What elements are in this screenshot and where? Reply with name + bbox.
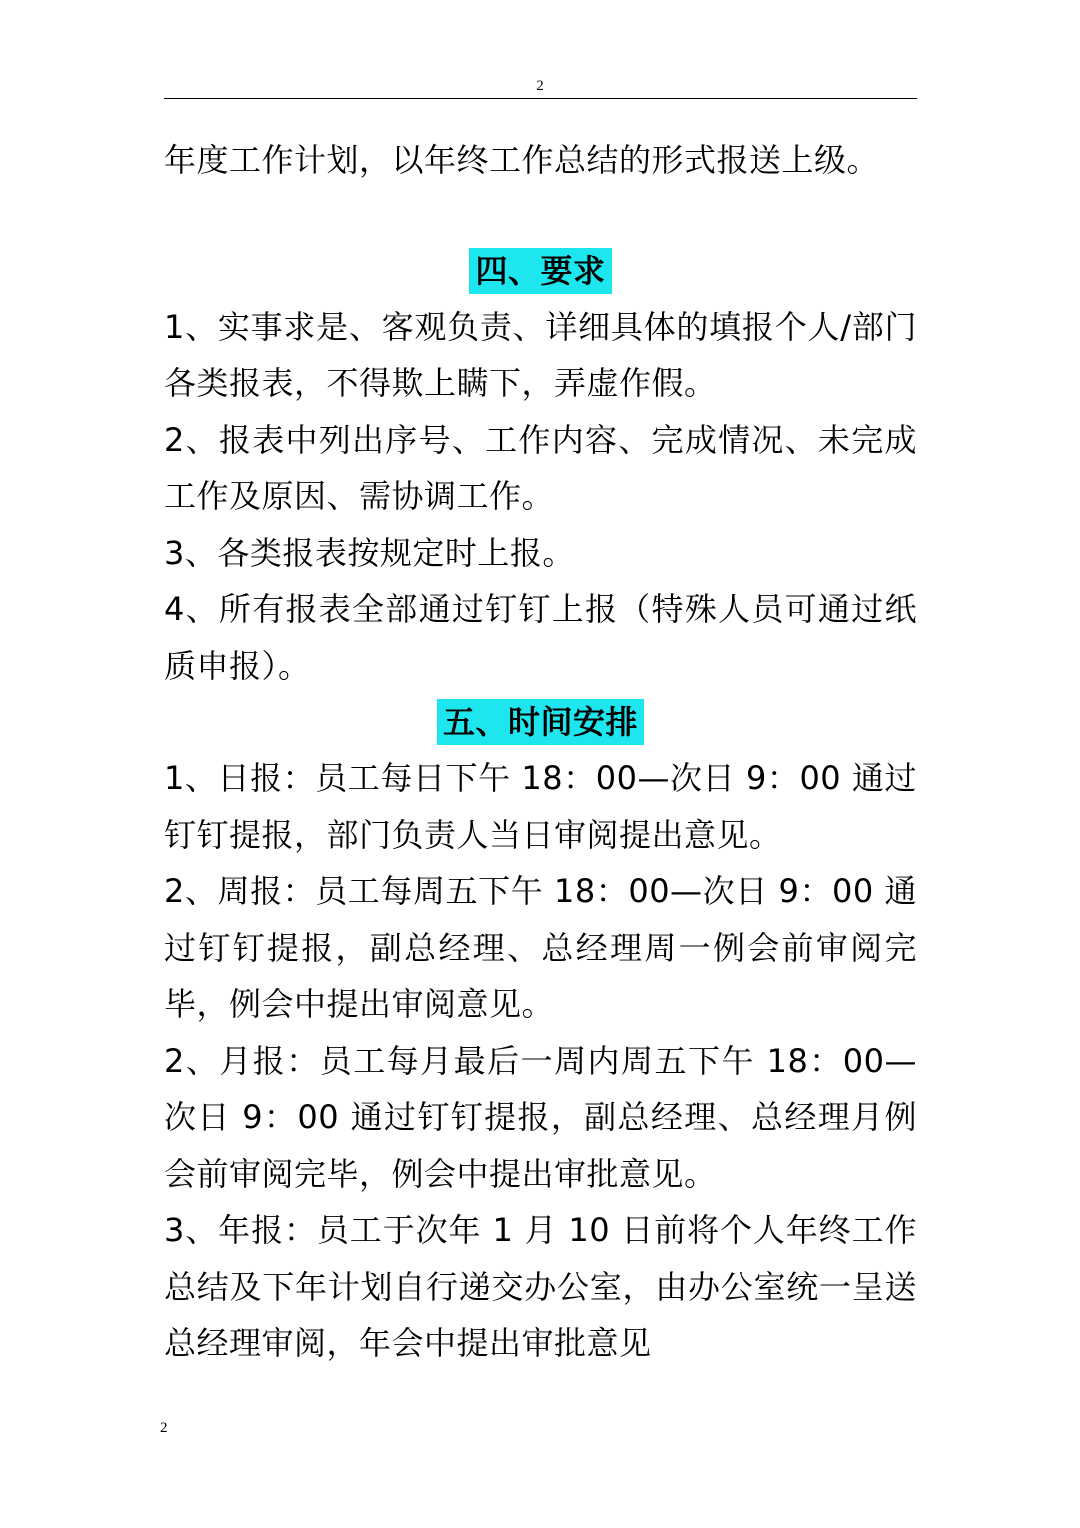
schedule-item-monthly: 2、月报：员工每月最后一周内周五下午 18：00—次日 9：00 通过钉钉提报，副总经理、总经理月例会前审阅完毕，例会中提出审批意见。 xyxy=(164,1041,917,1193)
spacer xyxy=(164,189,917,243)
schedule-item-yearly: 3、年报：员工于次年 1 月 10 日前将个人年终工作总结及下年计划自行递交办公室，由办公室统一呈送总经理审阅，年会中提出审批意见 xyxy=(164,1211,917,1362)
section-heading-requirements-text: 四、要求 xyxy=(469,248,611,294)
footer-page-number: 2 xyxy=(160,1420,168,1436)
section-heading-schedule xyxy=(164,694,917,750)
header-page-number: 2 xyxy=(536,78,544,94)
section-heading-schedule-text: 五、时间安排 xyxy=(437,699,644,745)
section-heading-requirements xyxy=(164,243,917,299)
schedule-item-daily: 1、日报：员工每日下午 18：00—次日 9：00 通过钉钉提报，部门负责人当日审阅提出意见。 xyxy=(164,759,917,854)
requirement-item-3: 3、各类报表按规定时上报。 xyxy=(164,533,575,572)
requirement-item-1: 1、实事求是、客观负责、详细具体的填报个人/部门各类报表，不得欺上瞒下，弄虚作假。 xyxy=(164,307,917,402)
requirement-item-4: 4、所有报表全部通过钉钉上报（特殊人员可通过纸质申报）。 xyxy=(164,590,917,685)
intro-paragraph: 年度工作计划，以年终工作总结的形式报送上级。 xyxy=(164,141,880,179)
requirement-item-2: 2、报表中列出序号、工作内容、完成情况、未完成工作及原因、需协调工作。 xyxy=(164,420,917,515)
schedule-item-weekly: 2、周报：员工每周五下午 18：00—次日 9：00 通过钉钉提报，副总经理、总经理周一例会前审阅完毕，例会中提出审阅意见。 xyxy=(164,872,917,1023)
header-rule xyxy=(164,98,917,99)
document-body xyxy=(164,132,917,1372)
